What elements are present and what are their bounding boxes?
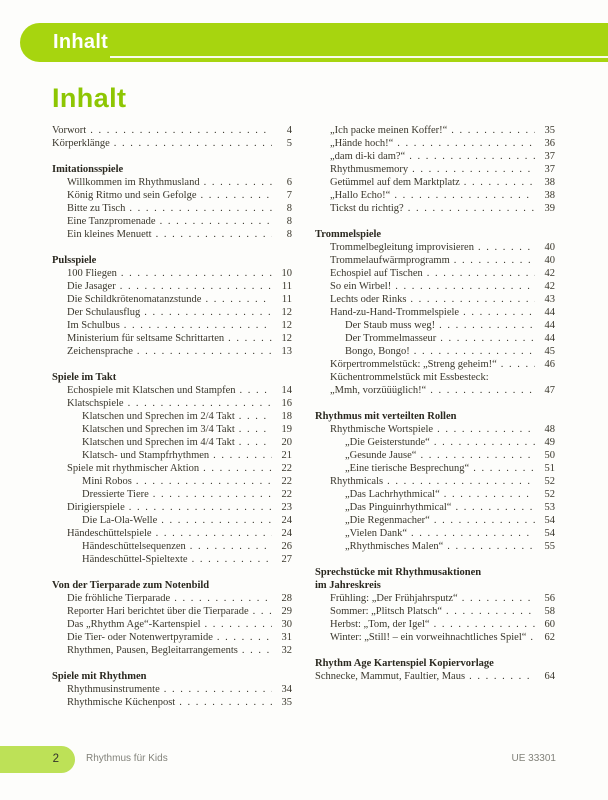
toc-entry bbox=[52, 618, 292, 631]
toc-entry-label: Hand-zu-Hand-Trommelspiele bbox=[330, 307, 460, 318]
toc-entry-page: 14 bbox=[281, 385, 292, 396]
toc-entry-page: 13 bbox=[281, 346, 292, 357]
dot-leader bbox=[459, 306, 535, 319]
toc-entry-label: Ein kleines Menuett bbox=[67, 229, 152, 240]
toc-entry-label: Klatschen und Sprechen im 3/4 Takt bbox=[82, 424, 235, 435]
toc-entry-page: 8 bbox=[286, 203, 292, 214]
toc-entry bbox=[315, 618, 555, 631]
toc-entry-page: 22 bbox=[281, 489, 292, 500]
toc-entry-page: 58 bbox=[544, 606, 555, 617]
dot-leader bbox=[124, 397, 272, 410]
toc-entry-page: 31 bbox=[281, 632, 292, 643]
toc-section-heading: Imitationsspiele bbox=[52, 164, 124, 175]
toc-entry-label: „Ich packe meinen Koffer!“ bbox=[330, 125, 448, 136]
toc-entry-page: 40 bbox=[544, 255, 555, 266]
toc-entry bbox=[315, 514, 555, 527]
dot-leader bbox=[175, 696, 272, 709]
toc-entry bbox=[315, 527, 555, 540]
toc-entry bbox=[52, 202, 292, 215]
dot-leader bbox=[160, 683, 272, 696]
toc-entry-label: Der Schulausflug bbox=[67, 307, 141, 318]
toc-section-heading: Spiele mit Rhythmen bbox=[52, 671, 147, 682]
toc-entry-page: 20 bbox=[281, 437, 292, 448]
dot-leader bbox=[235, 423, 272, 436]
toc-entry bbox=[52, 501, 292, 514]
toc-entry-page: 44 bbox=[544, 307, 555, 318]
dot-leader bbox=[436, 332, 535, 345]
toc-entry-label: Echospiel auf Tischen bbox=[330, 268, 423, 279]
toc-entry-page: 38 bbox=[544, 190, 555, 201]
dot-leader bbox=[390, 189, 535, 202]
dot-leader bbox=[201, 618, 272, 631]
dot-leader bbox=[458, 592, 535, 605]
toc-entry bbox=[52, 319, 292, 332]
toc-entry bbox=[52, 696, 292, 709]
toc-entry bbox=[315, 241, 555, 254]
toc-entry-label: Klatschen und Sprechen im 2/4 Takt bbox=[82, 411, 235, 422]
toc-entry-label: Rhythmusinstrumente bbox=[67, 684, 160, 695]
toc-entry-page: 7 bbox=[286, 190, 292, 201]
toc-entry-page: 47 bbox=[544, 385, 555, 396]
toc-entry bbox=[52, 644, 292, 657]
toc-entry-page: 54 bbox=[544, 515, 555, 526]
dot-leader bbox=[430, 618, 535, 631]
toc-entry-page: 12 bbox=[281, 320, 292, 331]
toc-entry bbox=[315, 540, 555, 553]
toc-entry-label: Getümmel auf dem Marktplatz bbox=[330, 177, 460, 188]
toc-section-heading: Rhythm Age Kartenspiel Kopiervorlage bbox=[315, 658, 494, 669]
dot-leader bbox=[152, 228, 272, 241]
toc-entry-page: 35 bbox=[281, 697, 292, 708]
toc-entry bbox=[315, 332, 555, 345]
toc-entry bbox=[315, 189, 555, 202]
toc-entry-page: 32 bbox=[281, 645, 292, 656]
toc-entry-page: 43 bbox=[544, 294, 555, 305]
toc-section-heading: Trommelspiele bbox=[315, 229, 382, 240]
toc-entry-page: 44 bbox=[544, 320, 555, 331]
footer-page-number: 2 bbox=[52, 753, 59, 765]
toc-entry bbox=[315, 358, 555, 371]
toc-entry-label: Reporter Hari berichtet über die Tierparade bbox=[67, 606, 249, 617]
toc-entry-page: 24 bbox=[281, 515, 292, 526]
toc-entry-label: So ein Wirbel! bbox=[330, 281, 392, 292]
toc-entry-label: Herbst: „Tom, der Igel“ bbox=[330, 619, 430, 630]
dot-leader bbox=[238, 644, 272, 657]
toc-entry bbox=[315, 345, 555, 358]
dot-leader bbox=[86, 124, 272, 137]
toc-entry bbox=[315, 371, 555, 384]
toc-entry bbox=[52, 228, 292, 241]
toc-entry-page: 24 bbox=[281, 528, 292, 539]
toc-entry-label: Dressierte Tiere bbox=[82, 489, 149, 500]
dot-leader bbox=[199, 462, 272, 475]
page-title: Inhalt bbox=[52, 83, 127, 113]
toc-entry-page: 34 bbox=[281, 684, 292, 695]
toc-entry-page: 60 bbox=[544, 619, 555, 630]
toc-entry bbox=[315, 436, 555, 449]
toc-entry-page: 30 bbox=[281, 619, 292, 630]
toc-entry bbox=[315, 449, 555, 462]
toc-entry-page: 10 bbox=[281, 268, 292, 279]
dot-leader bbox=[125, 501, 272, 514]
toc-section-heading: im Jahreskreis bbox=[315, 580, 381, 591]
toc-entry-page: 21 bbox=[281, 450, 292, 461]
toc-entry-page: 48 bbox=[544, 424, 555, 435]
dot-leader bbox=[116, 280, 272, 293]
toc-entry-page: 56 bbox=[544, 593, 555, 604]
dot-leader bbox=[405, 150, 535, 163]
toc-entry-label: Körperklänge bbox=[52, 138, 110, 149]
toc-entry bbox=[52, 332, 292, 345]
toc-entry-label: Im Schulbus bbox=[67, 320, 120, 331]
header-band-title: Inhalt bbox=[53, 31, 109, 53]
toc-entry-label: Trommelaufwärmprogramm bbox=[330, 255, 450, 266]
toc-entry-label: Spiele mit rhythmischer Aktion bbox=[67, 463, 200, 474]
toc-entry bbox=[315, 319, 555, 332]
toc-entry-page: 54 bbox=[544, 528, 555, 539]
dot-leader bbox=[249, 605, 272, 618]
toc-entry-label: Eine Tanzpromenade bbox=[67, 216, 156, 227]
toc-entry-page: 4 bbox=[286, 125, 292, 136]
dot-leader bbox=[497, 358, 535, 371]
header-band bbox=[20, 23, 608, 62]
toc-entry-label: Körpertrommelstück: „Streng geheim!“ bbox=[330, 359, 497, 370]
toc-entry-label: Vorwort bbox=[52, 125, 87, 136]
dot-leader bbox=[430, 514, 535, 527]
dot-leader bbox=[433, 423, 535, 436]
toc-entry-label: „Mmh, vorzüüüglich!“ bbox=[330, 385, 427, 396]
header-underline bbox=[110, 56, 608, 58]
dot-leader bbox=[149, 488, 272, 501]
dot-leader bbox=[443, 540, 535, 553]
toc-entry-page: 50 bbox=[544, 450, 555, 461]
toc-entry-page: 19 bbox=[281, 424, 292, 435]
toc-entry bbox=[315, 202, 555, 215]
toc-entry bbox=[52, 280, 292, 293]
toc-entry-page: 45 bbox=[544, 346, 555, 357]
toc-entry-label: „Eine tierische Besprechung“ bbox=[345, 463, 470, 474]
dot-leader bbox=[440, 488, 535, 501]
dot-leader bbox=[465, 670, 535, 683]
toc-entry-page: 49 bbox=[544, 437, 555, 448]
toc-columns bbox=[52, 124, 556, 709]
toc-entry-page: 29 bbox=[281, 606, 292, 617]
dot-leader bbox=[383, 475, 535, 488]
dot-leader bbox=[469, 462, 535, 475]
toc-entry-label: Ministerium für seltsame Schrittarten bbox=[67, 333, 225, 344]
toc-entry-label: „Das Pinguinrhythmical“ bbox=[345, 502, 452, 513]
toc-entry-label: Die fröhliche Tierparade bbox=[67, 593, 171, 604]
dot-leader bbox=[474, 241, 535, 254]
toc-entry bbox=[52, 540, 292, 553]
toc-entry bbox=[315, 462, 555, 475]
toc-entry-label: „Rhythmisches Malen“ bbox=[345, 541, 444, 552]
toc-section-heading: Pulsspiele bbox=[52, 255, 97, 266]
dot-leader bbox=[110, 137, 272, 150]
toc-entry-label: Tickst du richtig? bbox=[330, 203, 404, 214]
dot-leader bbox=[410, 345, 535, 358]
dot-leader bbox=[450, 254, 535, 267]
toc-entry-page: 55 bbox=[544, 541, 555, 552]
dot-leader bbox=[117, 267, 272, 280]
footer-book-title: Rhythmus für Kids bbox=[86, 753, 168, 764]
dot-leader bbox=[140, 306, 272, 319]
toc-entry-page: 40 bbox=[544, 242, 555, 253]
toc-entry-label: Händeschüttelsequenzen bbox=[82, 541, 186, 552]
toc-entry-page: 46 bbox=[544, 359, 555, 370]
toc-entry bbox=[52, 436, 292, 449]
toc-entry-page: 18 bbox=[281, 411, 292, 422]
toc-entry bbox=[52, 267, 292, 280]
dot-leader bbox=[133, 345, 272, 358]
toc-entry-page: 64 bbox=[544, 671, 555, 682]
toc-entry bbox=[52, 137, 292, 150]
toc-entry-label: Rhythmen, Pausen, Begleitarrangements bbox=[67, 645, 238, 656]
dot-leader bbox=[132, 475, 272, 488]
toc-entry bbox=[52, 462, 292, 475]
toc-entry bbox=[52, 605, 292, 618]
toc-entry-label: Der Staub muss weg! bbox=[345, 320, 436, 331]
toc-entry-label: Küchentrommelstück mit Essbesteck: bbox=[330, 372, 489, 383]
toc-entry-page: 12 bbox=[281, 307, 292, 318]
dot-leader bbox=[391, 280, 535, 293]
toc-entry-page: 16 bbox=[281, 398, 292, 409]
dot-leader bbox=[188, 553, 272, 566]
toc-section-heading: Von der Tierparade zum Notenbild bbox=[52, 580, 210, 591]
dot-leader bbox=[157, 514, 272, 527]
toc-entry bbox=[52, 423, 292, 436]
toc-entry-label: Frühling: „Der Frühjahrsputz“ bbox=[330, 593, 458, 604]
toc-entry bbox=[52, 553, 292, 566]
dot-leader bbox=[235, 410, 272, 423]
dot-leader bbox=[426, 384, 535, 397]
toc-entry-label: „Die Geisterstunde“ bbox=[345, 437, 430, 448]
dot-leader bbox=[186, 540, 272, 553]
toc-entry-page: 11 bbox=[281, 294, 292, 305]
toc-entry-page: 26 bbox=[281, 541, 292, 552]
toc-entry bbox=[52, 631, 292, 644]
dot-leader bbox=[430, 436, 535, 449]
dot-leader bbox=[393, 137, 535, 150]
toc-entry bbox=[315, 293, 555, 306]
toc-entry-label: Klatschspiele bbox=[67, 398, 124, 409]
toc-entry bbox=[52, 410, 292, 423]
toc-entry-page: 22 bbox=[281, 463, 292, 474]
toc-entry bbox=[315, 176, 555, 189]
toc-entry bbox=[315, 267, 555, 280]
toc-entry-label: Die Schildkrötenomatanzstunde bbox=[67, 294, 202, 305]
toc-entry bbox=[52, 488, 292, 501]
toc-column-right bbox=[315, 124, 555, 709]
toc-entry bbox=[52, 215, 292, 228]
dot-leader bbox=[407, 527, 535, 540]
toc-entry bbox=[52, 449, 292, 462]
toc-entry-page: 22 bbox=[281, 476, 292, 487]
toc-entry-page: 12 bbox=[281, 333, 292, 344]
toc-entry-label: Trommelbegleitung improvisieren bbox=[330, 242, 474, 253]
toc-entry-label: 100 Fliegen bbox=[67, 268, 117, 279]
toc-entry-page: 28 bbox=[281, 593, 292, 604]
toc-entry bbox=[315, 501, 555, 514]
dot-leader bbox=[447, 124, 535, 137]
toc-entry-page: 36 bbox=[544, 138, 555, 149]
toc-entry-label: Rhythmische Küchenpost bbox=[67, 697, 176, 708]
dot-leader bbox=[152, 527, 272, 540]
toc-entry bbox=[52, 592, 292, 605]
toc-entry-label: Echospiele mit Klatschen und Stampfen bbox=[67, 385, 236, 396]
toc-entry-label: König Ritmo und sein Gefolge bbox=[67, 190, 197, 201]
toc-entry-label: „Hände hoch!“ bbox=[330, 138, 394, 149]
toc-entry bbox=[52, 293, 292, 306]
toc-entry bbox=[52, 124, 292, 137]
toc-entry-label: „Vielen Dank“ bbox=[345, 528, 408, 539]
toc-entry-page: 44 bbox=[544, 333, 555, 344]
toc-entry-label: „Gesunde Jause“ bbox=[345, 450, 417, 461]
dot-leader bbox=[125, 202, 272, 215]
toc-entry-page: 53 bbox=[544, 502, 555, 513]
toc-entry-page: 52 bbox=[544, 476, 555, 487]
toc-entry-page: 37 bbox=[544, 164, 555, 175]
dot-leader bbox=[209, 449, 272, 462]
toc-entry-label: „Die Regenmacher“ bbox=[345, 515, 430, 526]
toc-entry bbox=[315, 306, 555, 319]
dot-leader bbox=[224, 332, 272, 345]
toc-entry-label: „Das Lachrhythmical“ bbox=[345, 489, 440, 500]
toc-entry-page: 27 bbox=[281, 554, 292, 565]
toc-entry-label: Der Trommelmasseur bbox=[345, 333, 437, 344]
footer-page-number-pill bbox=[0, 746, 75, 773]
toc-entry-label: Zeichensprache bbox=[67, 346, 133, 357]
toc-entry-page: 42 bbox=[544, 281, 555, 292]
toc-entry-label: Händeschüttelspiele bbox=[67, 528, 152, 539]
toc-entry bbox=[315, 423, 555, 436]
toc-entry bbox=[315, 475, 555, 488]
toc-entry-label: Die Jasager bbox=[67, 281, 116, 292]
toc-entry bbox=[52, 384, 292, 397]
toc-entry-page: 35 bbox=[544, 125, 555, 136]
toc-entry-page: 11 bbox=[281, 281, 292, 292]
toc-entry bbox=[52, 345, 292, 358]
dot-leader bbox=[170, 592, 272, 605]
toc-entry bbox=[52, 475, 292, 488]
dot-leader bbox=[201, 293, 272, 306]
toc-entry bbox=[52, 514, 292, 527]
dot-leader bbox=[435, 319, 535, 332]
toc-entry bbox=[52, 176, 292, 189]
dot-leader bbox=[451, 501, 535, 514]
toc-entry bbox=[315, 488, 555, 501]
toc-entry-label: Klatschen und Sprechen im 4/4 Takt bbox=[82, 437, 235, 448]
toc-entry-page: 23 bbox=[281, 502, 292, 513]
dot-leader bbox=[235, 436, 272, 449]
toc-entry-label: Bitte zu Tisch bbox=[67, 203, 126, 214]
dot-leader bbox=[416, 449, 535, 462]
toc-entry-page: 62 bbox=[544, 632, 555, 643]
toc-entry-label: Lechts oder Rinks bbox=[330, 294, 407, 305]
toc-entry bbox=[315, 670, 555, 683]
dot-leader bbox=[236, 384, 272, 397]
toc-entry bbox=[52, 527, 292, 540]
toc-entry-page: 5 bbox=[286, 138, 292, 149]
dot-leader bbox=[213, 631, 272, 644]
toc-entry-page: 8 bbox=[286, 216, 292, 227]
toc-entry bbox=[315, 254, 555, 267]
toc-entry-label: Die Tier- oder Notenwertpyramide bbox=[67, 632, 213, 643]
dot-leader bbox=[120, 319, 272, 332]
toc-entry bbox=[315, 137, 555, 150]
toc-entry bbox=[315, 384, 555, 397]
dot-leader bbox=[404, 202, 535, 215]
toc-entry-label: „Hallo Echo!“ bbox=[330, 190, 391, 201]
toc-entry bbox=[52, 306, 292, 319]
toc-entry-page: 37 bbox=[544, 151, 555, 162]
toc-entry bbox=[315, 631, 555, 644]
toc-entry-label: Willkommen im Rhythmusland bbox=[67, 177, 200, 188]
toc-entry-label: Bongo, Bongo! bbox=[345, 346, 410, 357]
dot-leader bbox=[200, 176, 272, 189]
dot-leader bbox=[526, 631, 535, 644]
dot-leader bbox=[197, 189, 273, 202]
toc-entry-label: Mini Robos bbox=[82, 476, 132, 487]
toc-section-heading: Rhythmus mit verteilten Rollen bbox=[315, 411, 457, 422]
toc-entry-label: Händeschüttel-Spieltexte bbox=[82, 554, 188, 565]
dot-leader bbox=[408, 163, 535, 176]
toc-entry-page: 38 bbox=[544, 177, 555, 188]
dot-leader bbox=[442, 605, 535, 618]
toc-entry-page: 52 bbox=[544, 489, 555, 500]
toc-column-left bbox=[52, 124, 292, 709]
dot-leader bbox=[460, 176, 535, 189]
toc-entry bbox=[315, 163, 555, 176]
toc-entry-label: Dirigierspiele bbox=[67, 502, 125, 513]
toc-entry-label: Sommer: „Plitsch Platsch“ bbox=[330, 606, 442, 617]
toc-entry bbox=[52, 683, 292, 696]
toc-entry bbox=[52, 189, 292, 202]
toc-entry-page: 8 bbox=[286, 229, 292, 240]
toc-section-heading: Sprechstücke mit Rhythmusaktionen bbox=[315, 567, 482, 578]
toc-entry-label: Rhythmicals bbox=[330, 476, 384, 487]
toc-entry-label: „dam di-ki dam?“ bbox=[330, 151, 406, 162]
toc-entry bbox=[315, 592, 555, 605]
toc-entry-label: Schnecke, Mammut, Faultier, Maus bbox=[315, 671, 466, 682]
toc-entry-label: Winter: „Still! – ein vorweihnachtliches Spiel“ bbox=[330, 632, 527, 643]
toc-entry-label: Rhythmusmemory bbox=[330, 164, 409, 175]
toc-entry bbox=[315, 124, 555, 137]
toc-entry bbox=[52, 397, 292, 410]
toc-section-heading: Spiele im Takt bbox=[52, 372, 117, 383]
dot-leader bbox=[406, 293, 535, 306]
toc-entry bbox=[315, 280, 555, 293]
dot-leader bbox=[423, 267, 535, 280]
toc-entry-label: Das „Rhythm Age“-Kartenspiel bbox=[67, 619, 201, 630]
toc-entry bbox=[315, 150, 555, 163]
dot-leader bbox=[156, 215, 272, 228]
toc-entry-page: 51 bbox=[544, 463, 555, 474]
toc-entry-label: Die La-Ola-Welle bbox=[82, 515, 158, 526]
footer-catalog-code: UE 33301 bbox=[511, 753, 556, 764]
toc-entry-page: 6 bbox=[286, 177, 292, 188]
toc-entry-label: Klatsch- und Stampfrhythmen bbox=[82, 450, 210, 461]
toc-entry-page: 39 bbox=[544, 203, 555, 214]
toc-content bbox=[52, 84, 556, 709]
toc-entry-label: Rhythmische Wortspiele bbox=[330, 424, 434, 435]
toc-entry-page: 42 bbox=[544, 268, 555, 279]
toc-entry bbox=[315, 605, 555, 618]
